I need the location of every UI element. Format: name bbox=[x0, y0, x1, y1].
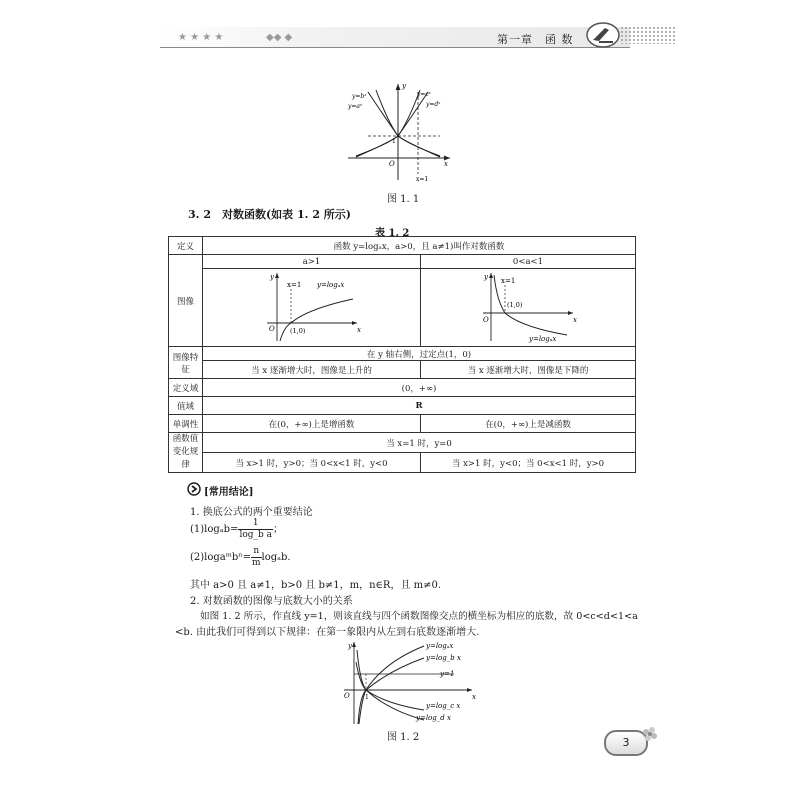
formula-1-suffix: ； bbox=[272, 524, 283, 535]
graph-right-x1-label: x=1 bbox=[501, 277, 516, 285]
graph-decreasing-cell bbox=[421, 269, 636, 347]
fig1-ya-label: y=aˣ bbox=[348, 103, 363, 110]
graph-label: 图像 bbox=[169, 255, 203, 347]
figure-1-2-caption: 图 1. 2 bbox=[387, 732, 420, 743]
range-value: R bbox=[203, 397, 636, 415]
fig1-yc-label: y=cˣ bbox=[417, 91, 431, 98]
formula-2-lhs: (2)logaᵐbⁿ= bbox=[190, 552, 251, 563]
conclusion-arrow-icon bbox=[187, 482, 201, 496]
table-row bbox=[169, 415, 636, 433]
graph-right-x-label: x bbox=[573, 316, 577, 324]
table-row bbox=[169, 269, 636, 347]
definition-label: 定义 bbox=[169, 237, 203, 255]
chapter-logo-icon bbox=[585, 20, 621, 50]
conclusion-paragraph-line-1: 如图 1. 2 所示，作直线 y=1，则该直线与四个函数图像交点的横坐标为相应的底数，故 0<c<d<1<a bbox=[200, 611, 638, 622]
formula-2-fraction bbox=[251, 546, 262, 569]
conclusion-paragraph-line-2: <b. 由此我们可得到以下规律：在第一象限内从左到右底数逐渐增大. bbox=[175, 627, 480, 638]
values-label: 函数值变化规律 bbox=[169, 433, 203, 473]
fig2-x-label: x bbox=[472, 693, 476, 701]
case-a-gt-1: a>1 bbox=[203, 255, 421, 269]
header-dot-pattern bbox=[620, 26, 676, 44]
fig2-log-a-label: y=logₐx bbox=[426, 642, 454, 650]
graph-right-point-label: (1,0) bbox=[507, 301, 523, 309]
formula-1-numerator: 1 bbox=[238, 518, 273, 530]
graph-increasing-cell bbox=[203, 269, 421, 347]
graph-right-origin-label: O bbox=[483, 316, 489, 324]
definition-text: 函数 y=logₐx，a>0，且 a≠1)叫作对数函数 bbox=[203, 237, 636, 255]
graph-left-point-label: (1,0) bbox=[289, 327, 305, 335]
graph-left-x1-label: x=1 bbox=[286, 281, 301, 289]
graph-left-y-label: y bbox=[269, 273, 274, 281]
case-a-lt-1: 0<a<1 bbox=[421, 255, 636, 269]
fig2-one-label: 1 bbox=[365, 694, 369, 701]
domain-label: 定义域 bbox=[169, 379, 203, 397]
graph-increasing bbox=[257, 269, 367, 343]
fig2-y1-label: y=1 bbox=[440, 670, 455, 678]
section-title: 3. 2 对数函数(如表 1. 2 所示) bbox=[188, 208, 352, 221]
table-caption: 表 1. 2 bbox=[375, 228, 410, 239]
header-diamonds: ◆◆ ◆ bbox=[266, 32, 293, 43]
fig1-x1-label: x=1 bbox=[416, 176, 429, 183]
formula-1-denominator: log_b a bbox=[239, 530, 272, 540]
features-label: 图像特征 bbox=[169, 347, 203, 379]
graph-left-curve-label: y=logₐx bbox=[316, 281, 344, 289]
formula-1-lhs: (1)logₐb= bbox=[190, 524, 239, 535]
fig1-yb-label: y=bˣ bbox=[352, 93, 367, 100]
flower-ornament-icon bbox=[638, 724, 662, 748]
conclusion-conditions: 其中 a>0 且 a≠1，b>0 且 b≠1，m，n∈R，且 m≠0. bbox=[190, 580, 442, 591]
range-label: 值域 bbox=[169, 397, 203, 415]
graph-left-origin-label: O bbox=[268, 325, 275, 333]
formula-2-suffix: logₐb. bbox=[261, 552, 291, 563]
fig2-origin-label: O bbox=[344, 692, 350, 700]
formula-2 bbox=[190, 546, 291, 569]
fig2-log-b-label: y=log_b x bbox=[426, 654, 461, 662]
log-function-table bbox=[168, 236, 636, 473]
fig2-log-c-label: y=log_c x bbox=[426, 702, 461, 710]
table-row bbox=[169, 379, 636, 397]
table-row bbox=[169, 361, 636, 379]
table-row bbox=[169, 397, 636, 415]
values-left: 当 x>1 时，y>0；当 0<x<1 时，y<0 bbox=[203, 453, 421, 473]
chapter-title: 第一章 函 数 bbox=[497, 33, 574, 46]
domain-value: (0，+∞) bbox=[203, 379, 636, 397]
formula-1-fraction bbox=[238, 518, 273, 541]
fig1-y-label: y bbox=[402, 82, 406, 90]
figure-1-1-caption: 图 1. 1 bbox=[387, 194, 420, 205]
graph-right-curve-label: y=logₐx bbox=[529, 335, 557, 343]
values-right: 当 x>1 时，y<0；当 0<x<1 时，y>0 bbox=[421, 453, 636, 473]
graph-right-y-label: y bbox=[484, 273, 488, 281]
monotonicity-left: 在(0，+∞)上是增函数 bbox=[203, 415, 421, 433]
fig1-one-label: 1 bbox=[392, 138, 396, 145]
formula-2-denominator: m bbox=[252, 558, 261, 568]
formula-1 bbox=[190, 518, 283, 541]
fig1-yd-label: y=dˣ bbox=[426, 101, 441, 108]
page-number: 3 bbox=[622, 736, 630, 749]
formula-2-numerator: n bbox=[251, 546, 262, 558]
features-left: 当 x 逐渐增大时，图像是上升的 bbox=[203, 361, 421, 379]
table-row bbox=[169, 237, 636, 255]
fig1-x-label: x bbox=[444, 160, 448, 168]
monotonicity-right: 在(0，+∞)上是减函数 bbox=[421, 415, 636, 433]
graph-decreasing bbox=[473, 269, 583, 343]
figure-1-1 bbox=[340, 80, 460, 185]
conclusion-item-1: 1. 换底公式的两个重要结论 bbox=[190, 507, 313, 518]
features-common: 在 y 轴右侧，过定点(1，0) bbox=[203, 347, 636, 361]
values-common: 当 x=1 时，y=0 bbox=[203, 433, 636, 453]
table-row bbox=[169, 347, 636, 361]
fig2-log-d-label: y=log_d x bbox=[416, 714, 451, 722]
monotonicity-label: 单调性 bbox=[169, 415, 203, 433]
conclusion-heading: [常用结论] bbox=[204, 487, 254, 498]
figure-1-2 bbox=[338, 638, 478, 726]
features-right: 当 x 逐渐增大时，图像是下降的 bbox=[421, 361, 636, 379]
fig2-y-label: y bbox=[348, 642, 352, 650]
header-rule bbox=[160, 47, 630, 48]
header-stars: ★ ★ ★ ★ bbox=[178, 32, 224, 43]
conclusion-item-2: 2. 对数函数的图像与底数大小的关系 bbox=[190, 596, 353, 607]
graph-left-x-label: x bbox=[356, 326, 361, 334]
table-row bbox=[169, 453, 636, 473]
table-row bbox=[169, 433, 636, 453]
table-row bbox=[169, 255, 636, 269]
fig1-origin-label: O bbox=[389, 160, 395, 168]
